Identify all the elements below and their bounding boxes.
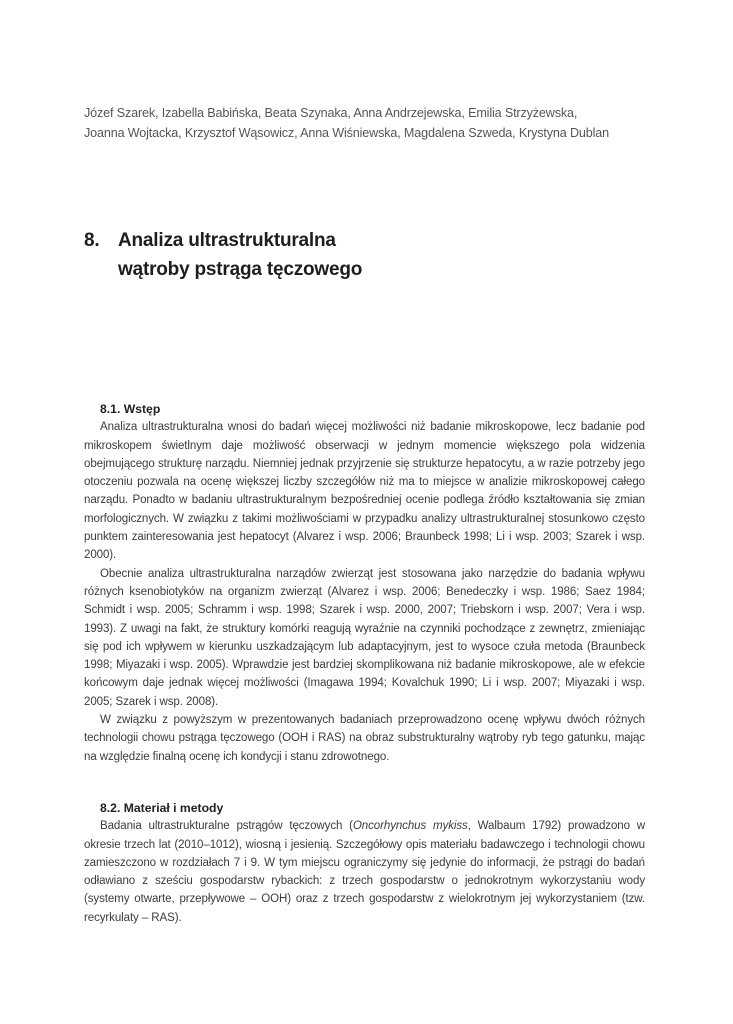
author-list-line-1: Józef Szarek, Izabella Babińska, Beata Szynaka, Anna Andrzejewska, Emilia Strzyżewska,	[84, 106, 578, 120]
chapter-title	[84, 226, 664, 284]
section-introduction	[84, 400, 645, 766]
section-materials-methods	[84, 799, 645, 927]
section-heading-introduction: 8.1. Wstęp	[100, 402, 161, 416]
paragraph: Analiza ultrastrukturalna wnosi do badań więcej możliwości niż badanie mikroskopowe, lecz badanie pod mikroskopem świetlnym daje możliwość obserwacji w jednym momencie większego pola widzenia obejmującego strukturę narządu. Niemniej jednak przyjrzenie się strukturze hepatocytu, a w razie potrzeby jego otoczeniu pozwala na ocenę większej liczby szczegółów niż ma to miejsce w analizie mikroskopowej całego narządu. Ponadto w badaniu ultrastrukturalnym bezpośredniej ocenie podlega źródło kształtowania się zmian morfologicznych. W związku z takimi możliwościami w przypadku analizy ultrastrukturalnej stosunkowo często punktem zainteresowania jest hepatocyt (Alvarez i wsp. 2006; Braunbeck 1998; Li i wsp. 2003; Szarek i wsp. 2000).	[84, 421, 645, 562]
chapter-number: 8.	[84, 230, 100, 251]
paragraph-text: Badania ultrastrukturalne pstrągów tęczowych (	[100, 820, 353, 833]
author-list	[84, 103, 664, 143]
paragraph	[84, 817, 645, 927]
paragraph: Obecnie analiza ultrastrukturalna narządów zwierząt jest stosowana jako narzędzie do badania wpływu różnych ksenobiotyków na organizm zwierząt (Alvarez i wsp. 2006; Benedeczky i wsp. 1986; Saez 1984; Schmidt i wsp. 2005; Schramm i wsp. 1998; Szarek i wsp. 2000, 2007; Triebskorn i wsp. 2007; Vera i wsp. 1993). Z uwagi na fakt, że struktury komórki reagują wyraźnie na czynniki pochodzące z zewnętrz, zmieniając się pod ich wpływem w kierunku uszkadzającym lub adaptacyjnym, jest to wysoce czuła metoda (Braunbeck 1998; Miyazaki i wsp. 2005). Wprawdzie jest bardziej skomplikowana niż badanie mikroskopowe, ale w efekcie końcowym daje jednak więcej możliwości (Imagawa 1994; Kovalchuk 1990; Li i wsp. 2007; Miyazaki i wsp. 2005; Szarek i wsp. 2008).	[84, 567, 645, 708]
section-heading-materials-methods: 8.2. Materiał i metody	[100, 801, 224, 815]
chapter-title-line-1: Analiza ultrastrukturalna	[118, 230, 336, 251]
chapter-title-line-2: wątroby pstrąga tęczowego	[118, 259, 363, 280]
paragraph-text: , Walbaum 1792) prowadzono w okresie trzech lat (2010–1012), wiosną i jesienią. Szczegółowy opis materiału badawczego i technologii chowu zamieszczono w rozdziałach 7 i 9. W tym miejscu ograniczymy się jedynie do informacji, że pstrągi do badań odławiano z sześciu gospodarstw rybackich: z trzech gospodarstw o jednokrotnym wykorzystaniu wody (systemy otwarte, przepływowe – OOH) oraz z trzech gospodarstw z wielokrotnym jej wykorzystaniem (tzw. recyrkulaty – RAS).	[84, 820, 645, 924]
species-name: Oncorhynchus mykiss	[352, 820, 468, 833]
author-list-line-2: Joanna Wojtacka, Krzysztof Wąsowicz, Anna Wiśniewska, Magdalena Szweda, Krystyna Dublan	[84, 126, 609, 140]
paragraph: W związku z powyższym w prezentowanych badaniach przeprowadzono ocenę wpływu dwóch różnych technologii chowu pstrąga tęczowego (OOH i RAS) na obraz substrukturalny wątroby ryb tego gatunku, mając na względzie finalną ocenę ich kondycji i stanu zdrowotnego.	[84, 714, 645, 763]
